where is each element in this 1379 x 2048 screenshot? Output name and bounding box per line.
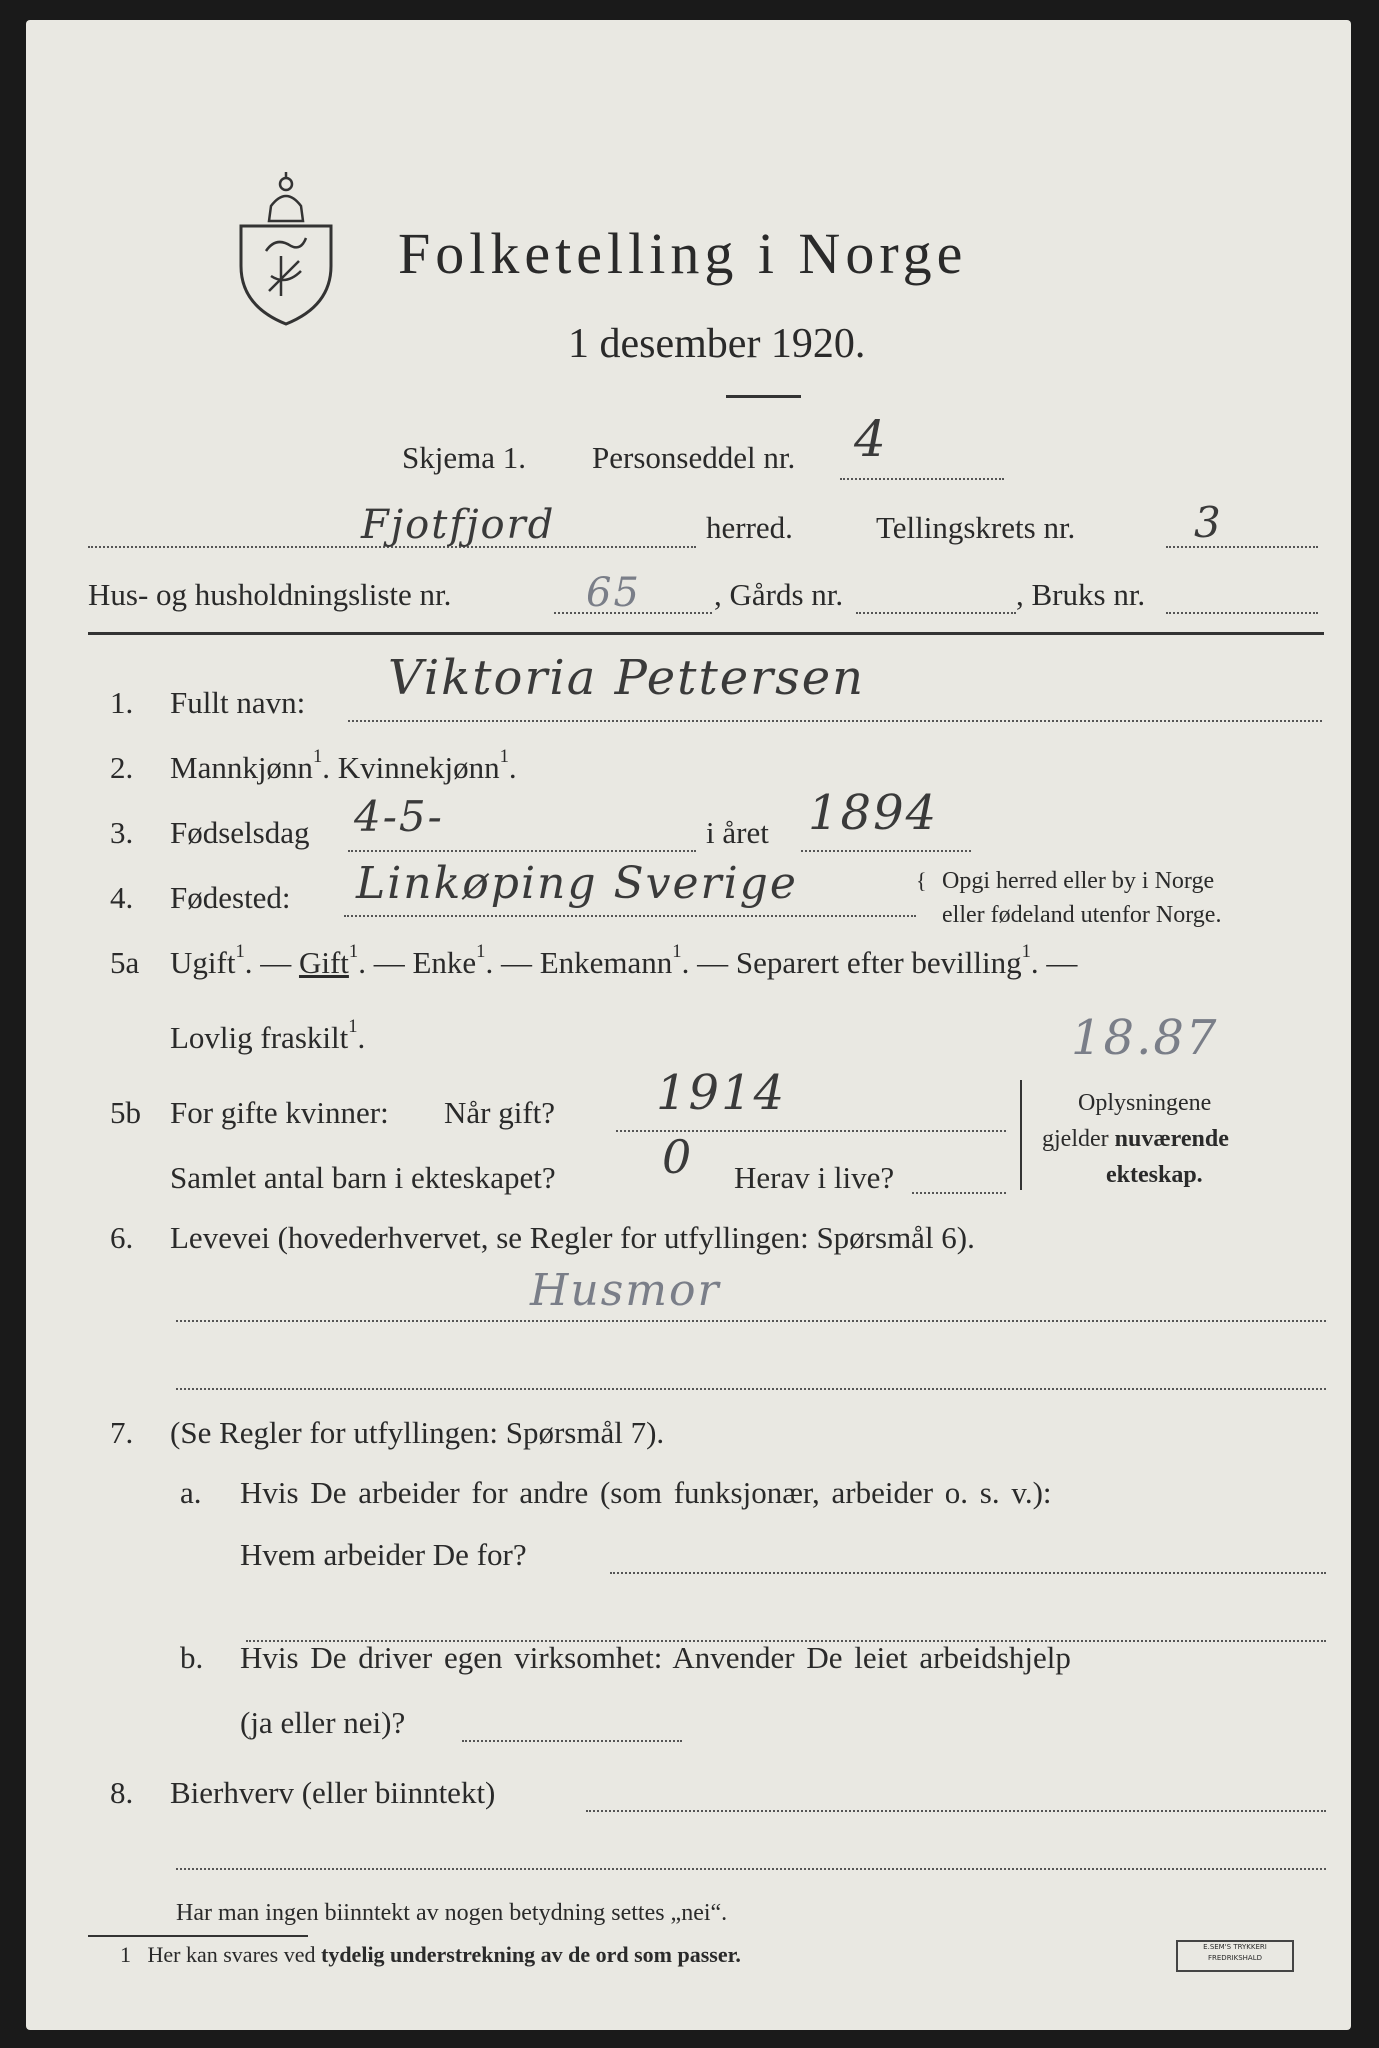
personseddel-label: Personseddel nr. [592,440,796,475]
q7a-line1: Hvis De arbeider for andre (som funksjonær, arbeider o. s. v.): [240,1475,1052,1510]
q1-value: Viktoria Pettersen [388,650,866,706]
printer-stamp: E.SEM'S TRYKKERI FREDRIKSHALD [1176,1940,1294,1972]
q3-number: 3. [110,815,134,850]
gards-label: , Gårds nr. [714,577,844,612]
bruks-line [1166,612,1318,614]
q2-number: 2. [110,750,134,785]
footnote-rule [88,1935,308,1937]
q6-line-2 [176,1388,1326,1390]
q4-line [344,915,916,917]
q7a-line-1 [610,1572,1326,1574]
q5b-note-line2: gjelder nuværende [1042,1126,1229,1152]
hus-label: Hus- og husholdningsliste nr. [88,577,452,612]
q3-year-line [801,850,971,852]
form-date: 1 desember 1920. [568,321,866,367]
q6-value: Husmor [530,1265,721,1316]
q7-number: 7. [110,1415,134,1450]
q5a-enkemann: Enkemann [539,945,673,980]
q4-note-line2: eller fødeland utenfor Norge. [942,902,1222,928]
q5a-gift: Gift [298,945,349,980]
header-rule [88,632,1324,635]
q5b-naar-label: Når gift? [444,1095,556,1130]
q6-number: 6. [110,1220,134,1255]
q5b-number: 5b [110,1095,141,1130]
q7b-line2: (ja eller nei)? [240,1705,406,1740]
form-title: Folketelling i Norge [398,221,968,286]
q5a-enke: Enke [412,945,477,980]
q5b-note-line1: Oplysningene [1078,1090,1212,1116]
schema-label: Skjema 1. [402,440,526,475]
census-form-paper [26,20,1351,2030]
q8-line-1 [586,1810,1326,1812]
q5b-live-line [912,1192,1006,1194]
personseddel-line [840,478,1004,480]
footnote-mark: 1 [120,1942,131,1967]
q4-number: 4. [110,880,134,915]
bruks-label: , Bruks nr. [1016,577,1146,612]
personseddel-value: 4 [854,410,888,468]
q3-label: Fødselsdag [170,815,310,850]
q8-number: 8. [110,1775,134,1810]
tellingskrets-label: Tellingskrets nr. [876,510,1076,545]
q4-brace: { [916,868,927,893]
q5a-separert: Separert efter bevilling [735,945,1022,980]
q5b-barn-value: 0 [662,1130,694,1184]
q7b-line [462,1740,682,1742]
herred-label: herred. [706,510,793,545]
q3-year-value: 1894 [808,785,939,841]
q8-line-2 [176,1868,1326,1870]
norwegian-coat-of-arms-icon [231,166,341,326]
nei-note: Har man ingen biinntekt av nogen betydning settes „nei“. [176,1900,728,1926]
q1-label: Fullt navn: [170,685,306,720]
q6-line-1 [176,1320,1326,1322]
q7b-letter: b. [180,1640,204,1675]
q3-year-label: i året [706,815,769,850]
q5a-options: Ugift$^1$. — Gift$^1$. — Enke$^1$. — Enkemann$^1$. — Separert efter bevilling$^1$. — [170,941,1078,980]
gards-line [856,612,1016,614]
q5a-margin-value: 18.87 [1071,1010,1219,1066]
herred-value: Fjotfjord [361,502,556,548]
q5b-live-label: Herav i live? [734,1160,895,1195]
q7a-line2: Hvem arbeider De for? [240,1537,527,1572]
q5b-brace [1020,1080,1022,1190]
q7-label: (Se Regler for utfyllingen: Spørsmål 7). [170,1415,665,1450]
q7b-line1: Hvis De driver egen virksomhet: Anvender De leiet arbeidshjelp [240,1640,1071,1675]
q1-number: 1. [110,685,134,720]
q5a-number: 5a [110,945,140,980]
q4-label: Fødested: [170,880,291,915]
hus-value: 65 [586,570,641,616]
q4-value: Linkøping Sverige [356,858,798,909]
q5b-note-line3: ekteskap. [1106,1162,1203,1188]
tellingskrets-line [1166,546,1318,548]
q5b-label: For gifte kvinner: [170,1095,389,1130]
q3-day-value: 4-5- [354,792,444,841]
q6-label: Levevei (hovederhvervet, se Regler for utfyllingen: Spørsmål 6). [170,1220,975,1255]
q2-options: Mannkjønn$^1$. Kvinnekjønn$^1$. [170,746,517,785]
q1-line [348,720,1322,722]
title-divider [726,395,801,398]
q2-mannkjonn: Mannkjønn [170,750,313,785]
q3-day-line [348,850,696,852]
q5b-barn-label: Samlet antal barn i ekteskapet? [170,1160,556,1195]
q8-label: Bierhverv (eller biinntekt) [170,1775,496,1810]
q4-note-line1: Opgi herred eller by i Norge [942,868,1215,894]
q5a-lovlig: Lovlig fraskilt$^1$. [170,1016,366,1055]
q7a-letter: a. [180,1475,202,1510]
tellingskrets-value: 3 [1194,498,1223,547]
q2-kvinnekjonn: Kvinnekjønn [337,750,500,785]
footnote: 1 Her kan svares ved tydelig understrekning av de ord som passer. [120,1942,741,1967]
q5a-ugift: Ugift [170,945,236,980]
q5b-naar-value: 1914 [656,1065,787,1121]
